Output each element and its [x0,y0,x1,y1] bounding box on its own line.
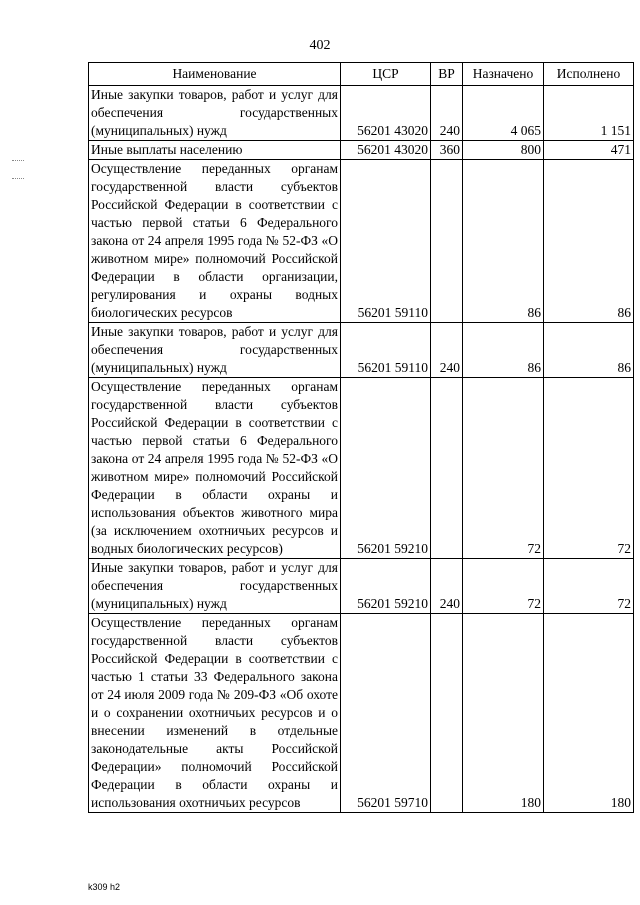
row-csr: 56201 59710 [341,614,431,813]
row-csr: 56201 59110 [341,160,431,323]
row-csr: 56201 59210 [341,378,431,559]
row-name: Осуществление переданных органам государственной власти субъектов Российской Федерации в соответствии с частью первой статьи 6 Федерального закона от 24 апреля 1995 года № 52-ФЗ «О животном мире» полномочий Российской Федерации в области организации, регулирования и охраны водных биологических ресурсов [89,160,341,323]
row-name: Иные закупки товаров, работ и услуг для обеспечения государственных (муниципальных) нужд [89,323,341,378]
row-name: Иные выплаты населению [89,141,341,160]
table-row [89,160,634,323]
row-assigned: 4 065 [463,86,544,141]
row-name: Иные закупки товаров, работ и услуг для обеспечения государственных (муниципальных) нужд [89,86,341,141]
row-executed: 471 [544,141,634,160]
row-name: Осуществление переданных органам государственной власти субъектов Российской Федерации в соответствии с частью 1 статьи 33 Федерального закона от 24 июля 2009 года № 209-ФЗ «Об охоте и о сохранении охотничьих ресурсов и о внесении изменений в отдельные законодательные акты Российской Федерации» полномочий Российской Федерации в области охраны и использования охотничьих ресурсов [89,614,341,813]
column-header-vr: ВР [431,63,463,86]
row-vr [431,378,463,559]
column-header-csr: ЦСР [341,63,431,86]
row-assigned: 180 [463,614,544,813]
row-csr: 56201 43020 [341,86,431,141]
table-row [89,614,634,813]
row-vr: 240 [431,86,463,141]
column-header-name: Наименование [89,63,341,86]
budget-table [88,62,634,813]
row-executed: 86 [544,323,634,378]
row-csr: 56201 43020 [341,141,431,160]
row-csr: 56201 59110 [341,323,431,378]
margin-mark [12,178,24,179]
column-header-assigned: Назначено [463,63,544,86]
page-number: 402 [309,38,331,53]
table-row [89,559,634,614]
row-assigned: 72 [463,559,544,614]
table-row [89,378,634,559]
row-vr [431,614,463,813]
row-vr: 240 [431,559,463,614]
row-executed: 86 [544,160,634,323]
row-name: Осуществление переданных органам государственной власти субъектов Российской Федерации в соответствии с частью первой статьи 6 Федерального закона от 24 апреля 1995 года № 52-ФЗ «О животном мире» полномочий Российской Федерации в области охраны и использования объектов животного мира (за исключением охотничьих ресурсов и водных биологических ресурсов) [89,378,341,559]
table-header-row [89,63,634,86]
column-header-executed: Исполнено [544,63,634,86]
row-vr: 360 [431,141,463,160]
row-assigned: 86 [463,323,544,378]
row-executed: 180 [544,614,634,813]
row-name: Иные закупки товаров, работ и услуг для обеспечения государственных (муниципальных) нужд [89,559,341,614]
row-csr: 56201 59210 [341,559,431,614]
row-assigned: 800 [463,141,544,160]
table-row [89,86,634,141]
row-assigned: 72 [463,378,544,559]
row-executed: 1 151 [544,86,634,141]
table-row [89,323,634,378]
row-vr: 240 [431,323,463,378]
margin-mark [12,160,24,161]
table-row [89,141,634,160]
row-vr [431,160,463,323]
row-assigned: 86 [463,160,544,323]
row-executed: 72 [544,378,634,559]
row-executed: 72 [544,559,634,614]
footer-code: k309 h2 [88,882,121,892]
